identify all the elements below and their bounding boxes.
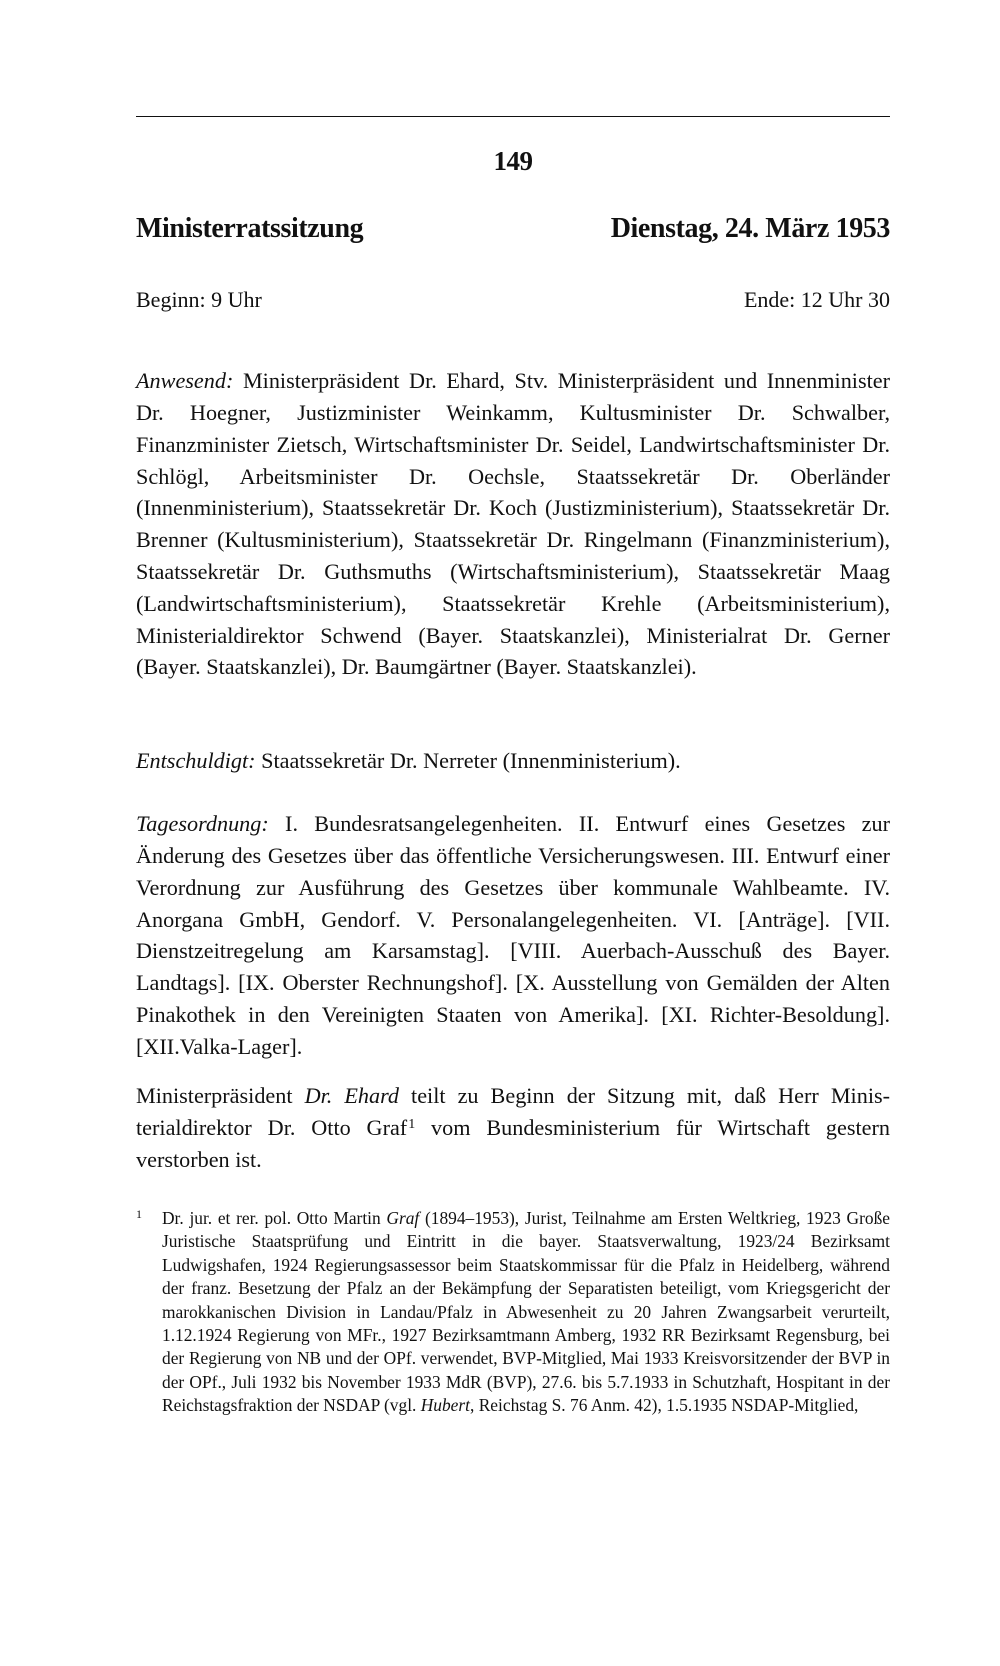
- agenda-text: I. Bundesratsangelegenheiten. II. Entwurf eines Gesetzes zur Änderung des Gesetzes über das öffentliche Versicherungswesen. III. Entwurf einer Verordnung zur Ausführung des Gesetzes über kommunale Wahlbeamte. IV. Anorgana GmbH, Gendorf. V. Personalangelegenheiten. VI. [Anträge]. [VII. Dienstzeitregelung am Karsamstag]. [VIII. Auerbach-Ausschuß des Bayer. Landtags]. [IX. Oberster Rechnungshof]. [X. Ausstellung von Gemälden der Alten Pinakothek in den Vereinigten Staaten von Amerika]. [XI. Richter-Besoldung]. [XII.Valka-Lager].: [136, 811, 890, 1059]
- footnote-person-name: Graf: [386, 1208, 420, 1228]
- attendees-label: Anwesend:: [136, 368, 234, 394]
- footnote: [136, 1207, 890, 1418]
- agenda-label: Tagesordnung:: [136, 811, 269, 837]
- main-text-3: vom Bundesministerium für Wirtschaft gestern verstorben ist.: [136, 1114, 890, 1172]
- footnote-text-2: (1894–1953), Jurist, Teilnahme am Ersten Weltkrieg, 1923 Große Juristische Staatsprüfung und Eintritt in die bayer. Staatsverwaltung, 1923/24 Bezirksamt Ludwigshafen, 1924 Regierungsassessor beim Staatskommissar für die Pfalz in Heidelberg, während der franz. Besetzung der Pfalz an der Bekämpfung der Separatisten beteiligt, vom Kriegsgericht der marokkanischen Division in Landau/Pfalz in Abwesenheit zu 20 Jahren Zwangsarbeit verurteilt, 1.12.1924 Regierung von MFr., 1927 Bezirksamtmann Amberg, 1932 RR Bezirksamt Regensburg, bei der Regierung von NB und der OPf. verwendet, BVP-Mitglied, Mai 1933 Kreisvorsitzender der BVP in der OPf., Juli 1932 bis November 1933 MdR (BVP), 27.6. bis 5.7.1933 in Schutzhaft, Hospitant in der Reichstagsfraktion der NSDAP (vgl.: [162, 1208, 890, 1416]
- excused-paragraph: [136, 745, 890, 777]
- footnote-number: 1: [136, 1207, 142, 1221]
- speaker-name: Dr. Ehard: [304, 1083, 399, 1109]
- document-number: 149: [493, 146, 533, 176]
- attendees-paragraph: [136, 365, 890, 683]
- footnote-text: [162, 1207, 890, 1418]
- main-text-2: teilt zu Beginn der Sitzung mit, daß Herr Ministerialdirektor Dr. Otto Graf: [136, 1083, 891, 1140]
- footnote-reference[interactable]: 1: [408, 1116, 416, 1132]
- main-text-1: Ministerpräsident: [136, 1083, 305, 1109]
- footnote-text-3: , Reichstag S. 76 Anm. 42), 1.5.1935 NSDAP-Mitglied,: [470, 1395, 859, 1416]
- time-row: [136, 287, 890, 313]
- main-paragraph: [136, 1080, 890, 1175]
- attendees-text: Ministerpräsident Dr. Ehard, Stv. Ministerpräsident und Innenminister Dr. Hoegner, Justizminister Weinkamm, Kultusminister Dr. Schwalber, Finanzminister Zietsch, Wirtschaftsminister Dr. Seidel, Landwirtschaftsminister Dr. Schlögl, Arbeitsminister Dr. Oechsle, Staatssekretär Dr. Oberländer (Innenministerium), Staatssekretär Dr. Koch (Justizministerium), Staatssekretär Dr. Brenner (Kultusministerium), Staatssekretär Dr. Ringelmann (Finanzministerium), Staatssekretär Dr. Guthsmuths (Wirtschaftsministerium), Staatssekretär Maag (Landwirtschaftsministerium), Staatssekretär Krehle (Arbeitsministerium), Ministerialdirektor Schwend (Bayer. Staatskanzlei), Ministerialrat Dr. Gerner (Bayer. Staatskanzlei), Dr. Baumgärtner (Bayer. Staatskanzlei).: [136, 368, 890, 680]
- end-time: Ende: 12 Uhr 30: [743, 287, 890, 312]
- excused-label: Entschuldigt:: [136, 748, 256, 774]
- top-rule: [136, 116, 890, 117]
- meeting-date: Dienstag, 24. März 1953: [610, 213, 890, 244]
- begin-time: Beginn: 9 Uhr: [136, 287, 262, 312]
- excused-text: Staatssekretär Dr. Nerreter (Innenministerium).: [255, 748, 681, 774]
- footnote-cited-author: Hubert: [420, 1395, 471, 1416]
- footnote-text-1: Dr. jur. et rer. pol. Otto Martin: [162, 1208, 387, 1228]
- title-row: [136, 213, 890, 245]
- meeting-title: Ministerratssitzung: [136, 213, 364, 244]
- agenda-paragraph: [136, 808, 890, 1062]
